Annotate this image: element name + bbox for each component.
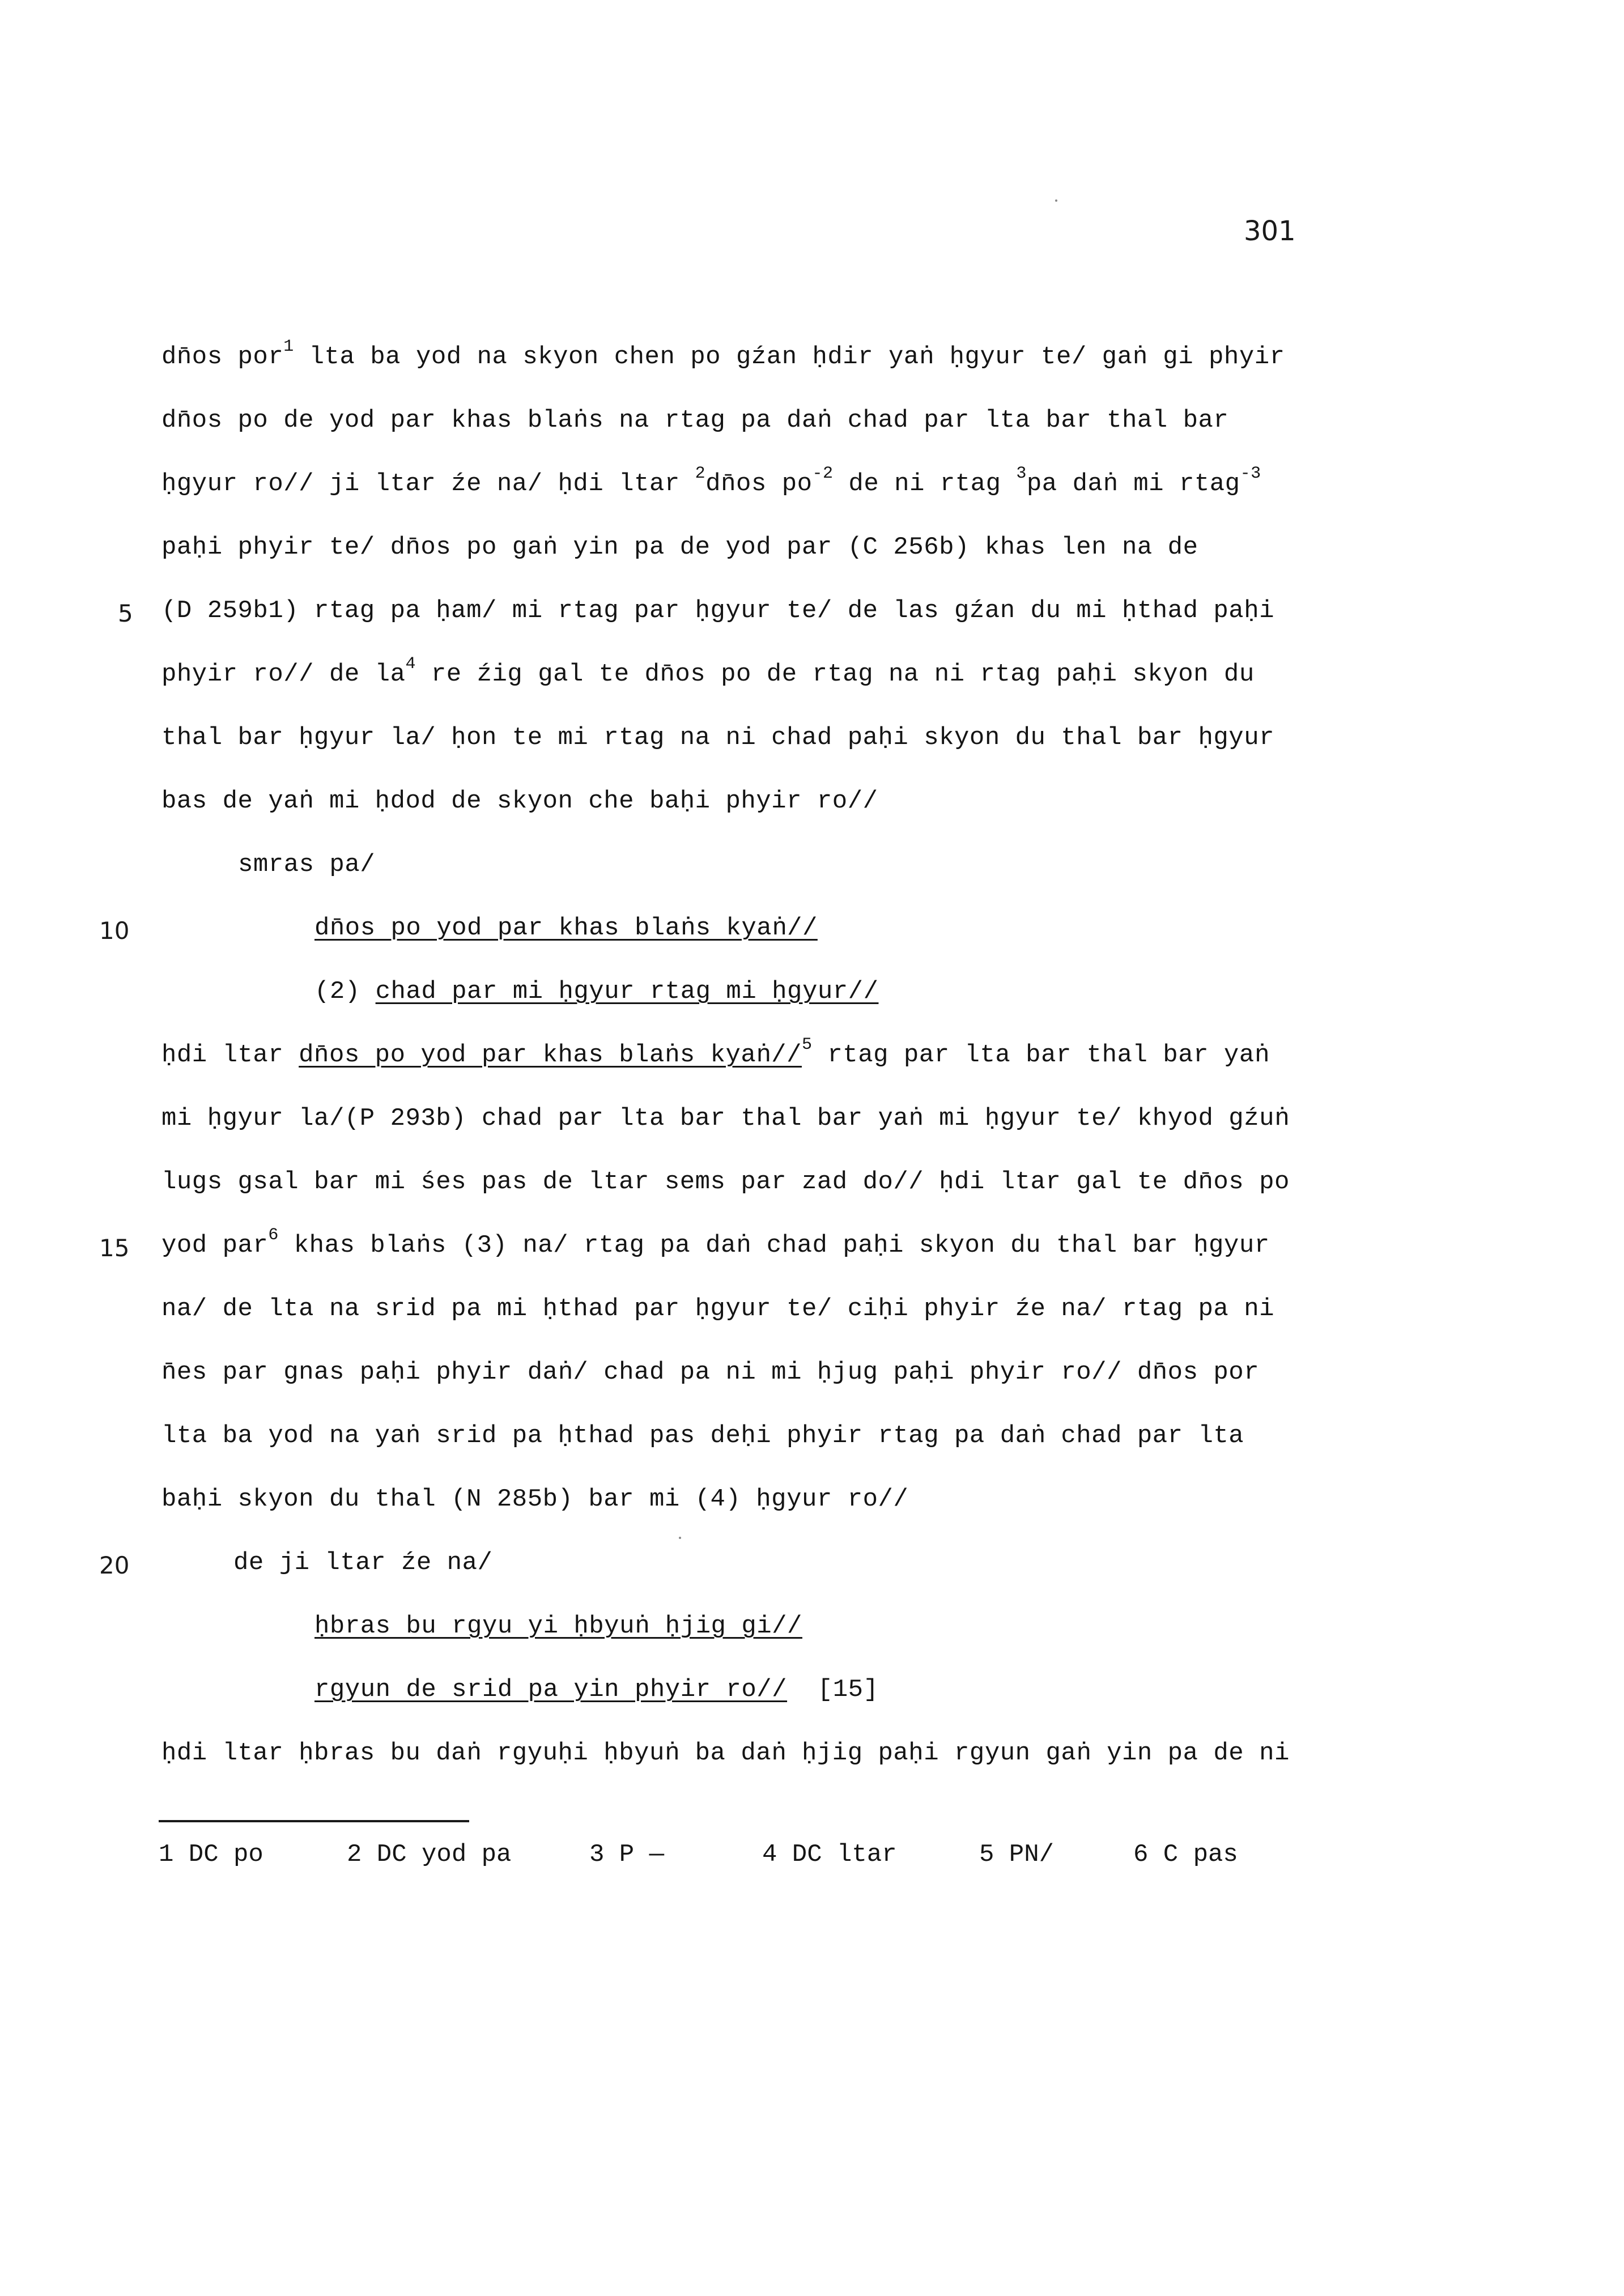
footnote-separator (159, 1820, 469, 1822)
text-segment: [15] (787, 1676, 879, 1704)
text-segment: dn̄os po de yod par khas blaṅs na rtag pa daṅ chad par lta bar thal bar (161, 406, 1229, 435)
footnote-marker: 1 (283, 337, 294, 357)
text-segment: (2) (314, 977, 376, 1006)
text-segment: ḥgyur ro// ji ltar źe na/ ḥdi ltar (161, 470, 695, 498)
text-segment: phyir ro// de la (161, 660, 406, 688)
text-segment: de ni rtag (833, 470, 1017, 498)
text-line (161, 1736, 1290, 1770)
text-line (161, 1165, 1290, 1199)
text-segment: baḥi skyon du thal (N 285b) bar mi (4) ḥgyur ro// (161, 1485, 909, 1513)
text-segment: re źig gal te dn̄os po de rtag na ni rtag paḥi skyon du (415, 660, 1255, 688)
text-line (314, 975, 878, 1009)
verse-text: chad par mi ḥgyur rtag mi ḥgyur// (375, 977, 879, 1006)
footnote-marker: 6 (268, 1226, 279, 1245)
text-line (161, 1035, 1270, 1072)
line-number: 20 (99, 1551, 130, 1579)
text-line (161, 1482, 908, 1516)
text-segment: ḥdi ltar (161, 1041, 299, 1069)
text-line (238, 848, 375, 882)
text-segment: rtag par lta bar thal bar yaṅ (812, 1041, 1270, 1069)
text-line (161, 784, 878, 818)
text-line (161, 530, 1198, 564)
footnote: 5 PN/ (979, 1840, 1055, 1869)
text-segment: bas de yaṅ mi ḥdod de skyon che baḥi phyir ro// (161, 787, 878, 815)
footnote-marker: 2 (695, 464, 706, 484)
line-number: 15 (99, 1234, 130, 1262)
text-segment: na/ de lta na srid pa mi ḥthad par ḥgyur te/ ciḥi phyir źe na/ rtag pa ni (161, 1295, 1275, 1323)
footnote: 2 DC yod pa (347, 1840, 512, 1869)
text-line (161, 1419, 1244, 1453)
footnote: 3 P — (589, 1840, 665, 1869)
footnote-marker: 4 (405, 654, 416, 674)
text-segment: paḥi phyir te/ dn̄os po gaṅ yin pa de yod par (C 256b) khas len na de (161, 533, 1198, 562)
text-line (161, 721, 1274, 755)
footnote-marker: 3 (1016, 464, 1027, 484)
footnote: 4 DC ltar (762, 1840, 897, 1869)
text-line (161, 464, 1261, 501)
footnote-marker: -2 (812, 464, 834, 484)
text-segment: yod par (161, 1231, 269, 1260)
text-segment: (D 259b1) rtag pa ḥam/ mi rtag par ḥgyur te/ de las gźan du mi ḥthad paḥi (161, 597, 1275, 625)
verse-text: dn̄os po yod par khas blaṅs kyaṅ// (314, 914, 818, 942)
footnote: 6 C pas (1133, 1840, 1238, 1869)
verse-text: dn̄os po yod par khas blaṅs kyaṅ// (299, 1041, 802, 1069)
text-segment: thal bar ḥgyur la/ ḥon te mi rtag na ni chad paḥi skyon du thal bar ḥgyur (161, 724, 1275, 752)
text-line (233, 1546, 492, 1580)
text-line (314, 911, 818, 945)
page-number: 301 (1244, 215, 1296, 247)
text-segment: khas blaṅs (3) na/ rtag pa daṅ chad paḥi skyon du thal bar ḥgyur (278, 1231, 1270, 1260)
text-segment: pa daṅ mi rtag (1026, 470, 1240, 498)
text-segment: dn̄os po (705, 470, 813, 498)
text-segment: n̄es par gnas paḥi phyir daṅ/ chad pa ni mi ḥjug paḥi phyir ro// dn̄os por (161, 1358, 1260, 1387)
text-segment: de ji ltar źe na/ (233, 1549, 493, 1577)
text-line (161, 1228, 1270, 1262)
text-line (161, 337, 1285, 374)
footnote: 1 DC po (159, 1840, 263, 1869)
scan-speck (1055, 199, 1057, 202)
text-segment: lta ba yod na skyon chen po gźan ḥdir yaṅ ḥgyur te/ gaṅ gi phyir (294, 343, 1285, 371)
text-segment: lugs gsal bar mi śes pas de ltar sems par zad do// ḥdi ltar gal te dn̄os po (161, 1168, 1290, 1196)
verse-text: rgyun de srid pa yin phyir ro// (314, 1676, 788, 1704)
text-line (314, 1609, 802, 1643)
text-segment: dn̄os por (161, 343, 284, 371)
verse-text: ḥbras bu rgyu yi ḥbyuṅ ḥjig gi// (314, 1612, 802, 1640)
text-line (161, 1102, 1290, 1136)
text-line (161, 1355, 1259, 1389)
text-line (314, 1673, 878, 1707)
footnote-marker: 5 (801, 1035, 813, 1055)
scan-speck (679, 1537, 681, 1539)
line-number: 5 (118, 599, 133, 627)
text-line (161, 654, 1255, 691)
text-segment: ḥdi ltar ḥbras bu daṅ rgyuḥi ḥbyuṅ ba daṅ ḥjig paḥi rgyun gaṅ yin pa de ni (161, 1739, 1290, 1767)
text-line (161, 594, 1274, 628)
line-number: 10 (99, 917, 130, 945)
text-segment: lta ba yod na yaṅ srid pa ḥthad pas deḥi phyir rtag pa daṅ chad par lta (161, 1422, 1244, 1450)
text-line (161, 1292, 1274, 1326)
text-segment: mi ḥgyur la/(P 293b) chad par lta bar thal bar yaṅ mi ḥgyur te/ khyod gźuṅ (161, 1104, 1290, 1133)
footnote-marker: -3 (1240, 464, 1261, 484)
text-segment: smras pa/ (238, 851, 376, 879)
text-line (161, 403, 1228, 437)
